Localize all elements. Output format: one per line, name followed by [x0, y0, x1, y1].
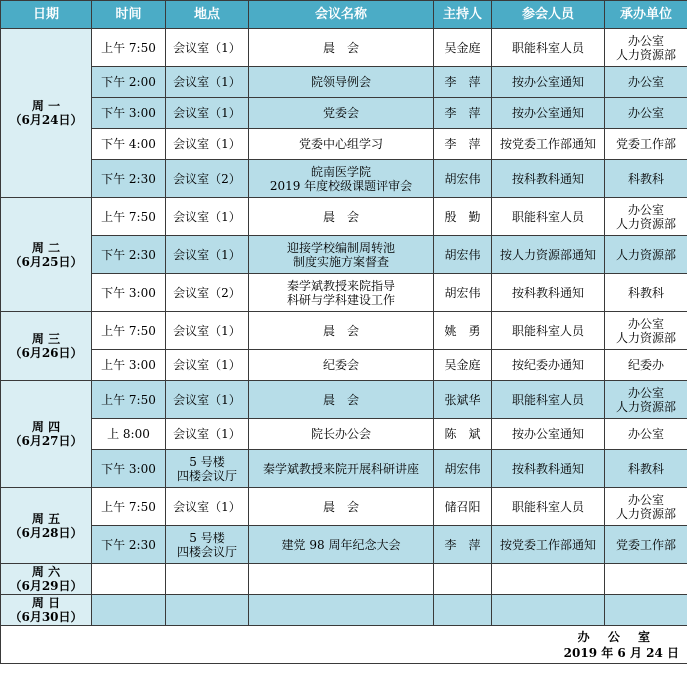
time-cell: 下午 2:30	[92, 236, 166, 274]
organizer-cell-line: 办公室	[627, 316, 664, 331]
day-name: 周 六	[31, 565, 61, 579]
schedule-body	[1, 29, 687, 626]
meeting-name-cell-line: 皖南医学院	[310, 164, 371, 179]
organizer-cell	[605, 312, 687, 350]
table-row	[1, 67, 687, 98]
meeting-name-cell	[249, 564, 434, 595]
time-cell: 上午 7:50	[92, 198, 166, 236]
place-cell	[166, 274, 249, 312]
header-organizer: 承办单位	[605, 1, 687, 29]
meeting-name-cell-line: 党委会	[322, 106, 359, 120]
meeting-name-cell	[249, 67, 434, 98]
meeting-name-cell	[249, 450, 434, 488]
place-cell	[166, 67, 249, 98]
meeting-name-cell	[249, 350, 434, 381]
place-cell-line: 会议室（1）	[173, 499, 241, 514]
meeting-name-cell-line: 晨 会	[322, 499, 359, 514]
meeting-name-cell-line: 晨 会	[322, 40, 359, 55]
place-cell	[166, 595, 249, 626]
table-row	[1, 419, 687, 450]
host-cell: 姚 勇	[434, 312, 492, 350]
meeting-name-cell	[249, 595, 434, 626]
organizer-cell	[605, 419, 687, 450]
organizer-cell	[605, 160, 687, 198]
table-row	[1, 98, 687, 129]
meeting-name-cell	[249, 236, 434, 274]
table-row	[1, 595, 687, 626]
place-cell-line: 会议室（1）	[173, 75, 241, 89]
attendees-cell: 职能科室人员	[492, 381, 605, 419]
meeting-name-cell	[249, 98, 434, 129]
header-place: 地点	[166, 1, 249, 29]
host-cell: 储召阳	[434, 488, 492, 526]
organizer-cell-line: 人力资源部	[615, 330, 676, 345]
meeting-name-cell-line: 纪委会	[322, 358, 359, 372]
header-attendees: 参会人员	[492, 1, 605, 29]
time-cell: 下午 4:00	[92, 129, 166, 160]
organizer-cell-line: 办公室	[627, 202, 664, 217]
footer-date: 2019 年 6 月 24 日	[563, 645, 679, 660]
place-cell	[166, 564, 249, 595]
header-date: 日期	[1, 1, 92, 29]
host-cell: 陈 斌	[434, 419, 492, 450]
table-row	[1, 312, 687, 350]
time-cell: 上午 3:00	[92, 350, 166, 381]
organizer-cell-line: 人力资源部	[615, 47, 676, 62]
place-cell-line: 会议室（1）	[173, 358, 241, 372]
meeting-name-cell-line: 晨 会	[322, 323, 359, 338]
organizer-cell-line: 人力资源部	[615, 216, 676, 231]
attendees-cell	[492, 595, 605, 626]
attendees-cell: 按办公室通知	[492, 419, 605, 450]
day-name: 周 五	[31, 511, 61, 526]
organizer-cell	[605, 274, 687, 312]
meeting-name-cell-line: 建党 98 周年纪念大会	[281, 537, 401, 552]
day-date: （6月25日）	[9, 254, 83, 269]
time-cell	[92, 595, 166, 626]
meeting-name-cell-line: 迎接学校编制周转池	[286, 240, 395, 255]
host-cell: 胡宏伟	[434, 274, 492, 312]
organizer-cell-line: 办公室	[627, 75, 664, 89]
table-row	[1, 160, 687, 198]
meeting-name-cell	[249, 526, 434, 564]
time-cell: 上午 7:50	[92, 312, 166, 350]
table-row	[1, 350, 687, 381]
attendees-cell: 按办公室通知	[492, 98, 605, 129]
time-cell: 下午 3:00	[92, 98, 166, 129]
place-cell-line: 四楼会议厅	[176, 468, 237, 483]
time-cell: 上 8:00	[92, 419, 166, 450]
organizer-cell-line: 人力资源部	[615, 506, 676, 521]
header-time: 时间	[92, 1, 166, 29]
time-cell: 下午 2:30	[92, 526, 166, 564]
meeting-name-cell	[249, 129, 434, 160]
table-row	[1, 236, 687, 274]
attendees-cell: 按人力资源部通知	[492, 236, 605, 274]
day-cell	[1, 312, 92, 381]
meeting-name-cell	[249, 160, 434, 198]
day-name: 周 一	[31, 99, 61, 113]
meeting-name-cell-line: 科研与学科建设工作	[286, 292, 395, 307]
organizer-cell	[605, 350, 687, 381]
place-cell	[166, 526, 249, 564]
footer-signature	[1, 626, 687, 664]
meeting-name-cell	[249, 381, 434, 419]
place-cell-line: 会议室（1）	[173, 106, 241, 120]
time-cell: 下午 3:00	[92, 274, 166, 312]
organizer-cell	[605, 129, 687, 160]
place-cell	[166, 29, 249, 67]
host-cell	[434, 595, 492, 626]
table-row	[1, 526, 687, 564]
organizer-cell	[605, 198, 687, 236]
place-cell	[166, 129, 249, 160]
day-name: 周 日	[31, 596, 61, 610]
meeting-name-cell-line: 党委中心组学习	[298, 137, 383, 151]
place-cell	[166, 488, 249, 526]
organizer-cell-line: 科教科	[627, 171, 664, 186]
time-cell: 下午 3:00	[92, 450, 166, 488]
meeting-name-cell-line: 制度实施方案督查	[292, 254, 389, 269]
attendees-cell: 职能科室人员	[492, 29, 605, 67]
place-cell-line: 会议室（1）	[173, 137, 241, 151]
day-name: 周 三	[31, 332, 61, 346]
place-cell-line: 会议室（2）	[173, 285, 241, 300]
table-row	[1, 129, 687, 160]
host-cell: 李 萍	[434, 67, 492, 98]
day-cell	[1, 381, 92, 488]
attendees-cell: 按纪委办通知	[492, 350, 605, 381]
table-row	[1, 29, 687, 67]
meeting-name-cell	[249, 29, 434, 67]
host-cell: 胡宏伟	[434, 160, 492, 198]
organizer-cell	[605, 98, 687, 129]
organizer-cell	[605, 526, 687, 564]
organizer-cell-line: 党委工作部	[615, 537, 676, 552]
place-cell-line: 会议室（2）	[173, 171, 241, 186]
attendees-cell: 按办公室通知	[492, 67, 605, 98]
day-date: （6月24日）	[9, 113, 83, 127]
organizer-cell-line: 纪委办	[627, 358, 664, 372]
organizer-cell	[605, 236, 687, 274]
attendees-cell: 按党委工作部通知	[492, 526, 605, 564]
day-cell	[1, 488, 92, 564]
place-cell-line: 四楼会议厅	[176, 544, 237, 559]
table-row	[1, 198, 687, 236]
host-cell: 李 萍	[434, 129, 492, 160]
host-cell: 李 萍	[434, 526, 492, 564]
attendees-cell: 职能科室人员	[492, 488, 605, 526]
meeting-name-cell	[249, 312, 434, 350]
table-row	[1, 564, 687, 595]
place-cell-line: 会议室（1）	[173, 40, 241, 55]
place-cell	[166, 419, 249, 450]
organizer-cell	[605, 488, 687, 526]
meeting-name-cell-line: 秦学斌教授来院指导	[286, 278, 395, 293]
meeting-name-cell-line: 院长办公会	[310, 427, 371, 441]
organizer-cell-line: 办公室	[627, 492, 664, 507]
place-cell	[166, 312, 249, 350]
organizer-cell	[605, 595, 687, 626]
day-cell	[1, 595, 92, 626]
meeting-name-cell	[249, 198, 434, 236]
host-cell: 胡宏伟	[434, 236, 492, 274]
host-cell: 李 萍	[434, 98, 492, 129]
meeting-name-cell-line: 晨 会	[322, 392, 359, 407]
host-cell: 吴金庭	[434, 350, 492, 381]
organizer-cell-line: 人力资源部	[615, 399, 676, 414]
meeting-name-cell-line: 晨 会	[322, 209, 359, 224]
organizer-cell-line: 办公室	[627, 106, 664, 120]
header-meeting: 会议名称	[249, 1, 434, 29]
time-cell: 下午 2:00	[92, 67, 166, 98]
day-cell	[1, 564, 92, 595]
attendees-cell: 按科教科通知	[492, 274, 605, 312]
host-cell	[434, 564, 492, 595]
attendees-cell: 职能科室人员	[492, 312, 605, 350]
time-cell: 上午 7:50	[92, 488, 166, 526]
day-cell	[1, 198, 92, 312]
attendees-cell	[492, 564, 605, 595]
place-cell-line: 会议室（1）	[173, 392, 241, 407]
meeting-name-cell	[249, 488, 434, 526]
attendees-cell: 职能科室人员	[492, 198, 605, 236]
time-cell: 下午 2:30	[92, 160, 166, 198]
place-cell	[166, 350, 249, 381]
organizer-cell-line: 办公室	[627, 427, 664, 441]
footer-office: 办 公 室	[577, 629, 657, 644]
footer-row	[1, 626, 687, 664]
day-date: （6月29日）	[9, 579, 83, 593]
organizer-cell-line: 办公室	[627, 385, 664, 400]
table-row	[1, 381, 687, 419]
organizer-cell-line: 人力资源部	[615, 247, 676, 262]
day-date: （6月27日）	[9, 434, 83, 448]
day-date: （6月30日）	[9, 610, 83, 624]
host-cell: 吴金庭	[434, 29, 492, 67]
organizer-cell-line: 科教科	[627, 461, 664, 476]
organizer-cell-line: 办公室	[627, 33, 664, 48]
time-cell: 上午 7:50	[92, 381, 166, 419]
attendees-cell: 按科教科通知	[492, 160, 605, 198]
organizer-cell-line: 党委工作部	[615, 137, 676, 151]
place-cell	[166, 198, 249, 236]
place-cell-line: 5 号楼	[189, 530, 225, 545]
place-cell-line: 会议室（1）	[173, 209, 241, 224]
place-cell	[166, 160, 249, 198]
organizer-cell	[605, 450, 687, 488]
meeting-name-cell-line: 秦学斌教授来院开展科研讲座	[262, 461, 419, 476]
day-date: （6月26日）	[9, 346, 83, 360]
organizer-cell	[605, 29, 687, 67]
time-cell: 上午 7:50	[92, 29, 166, 67]
place-cell	[166, 381, 249, 419]
day-name: 周 二	[31, 240, 61, 255]
meeting-name-cell-line: 院领导例会	[310, 75, 371, 89]
place-cell	[166, 98, 249, 129]
organizer-cell	[605, 564, 687, 595]
place-cell	[166, 450, 249, 488]
attendees-cell: 按党委工作部通知	[492, 129, 605, 160]
organizer-cell	[605, 67, 687, 98]
table-row	[1, 488, 687, 526]
day-date: （6月28日）	[9, 525, 83, 540]
table-row	[1, 274, 687, 312]
place-cell-line: 会议室（1）	[173, 247, 241, 262]
host-cell: 胡宏伟	[434, 450, 492, 488]
organizer-cell	[605, 381, 687, 419]
place-cell-line: 会议室（1）	[173, 427, 241, 441]
meeting-name-cell-line: 2019 年度校级课题评审会	[269, 178, 413, 193]
table-row	[1, 450, 687, 488]
meeting-name-cell	[249, 274, 434, 312]
place-cell-line: 5 号楼	[189, 454, 225, 469]
meeting-name-cell	[249, 419, 434, 450]
place-cell-line: 会议室（1）	[173, 323, 241, 338]
host-cell: 殷 勤	[434, 198, 492, 236]
attendees-cell: 按科教科通知	[492, 450, 605, 488]
time-cell	[92, 564, 166, 595]
day-name: 周 四	[31, 420, 61, 434]
day-cell	[1, 29, 92, 198]
header-row	[1, 1, 687, 29]
place-cell	[166, 236, 249, 274]
organizer-cell-line: 科教科	[627, 285, 664, 300]
header-host: 主持人	[434, 1, 492, 29]
host-cell: 张斌华	[434, 381, 492, 419]
